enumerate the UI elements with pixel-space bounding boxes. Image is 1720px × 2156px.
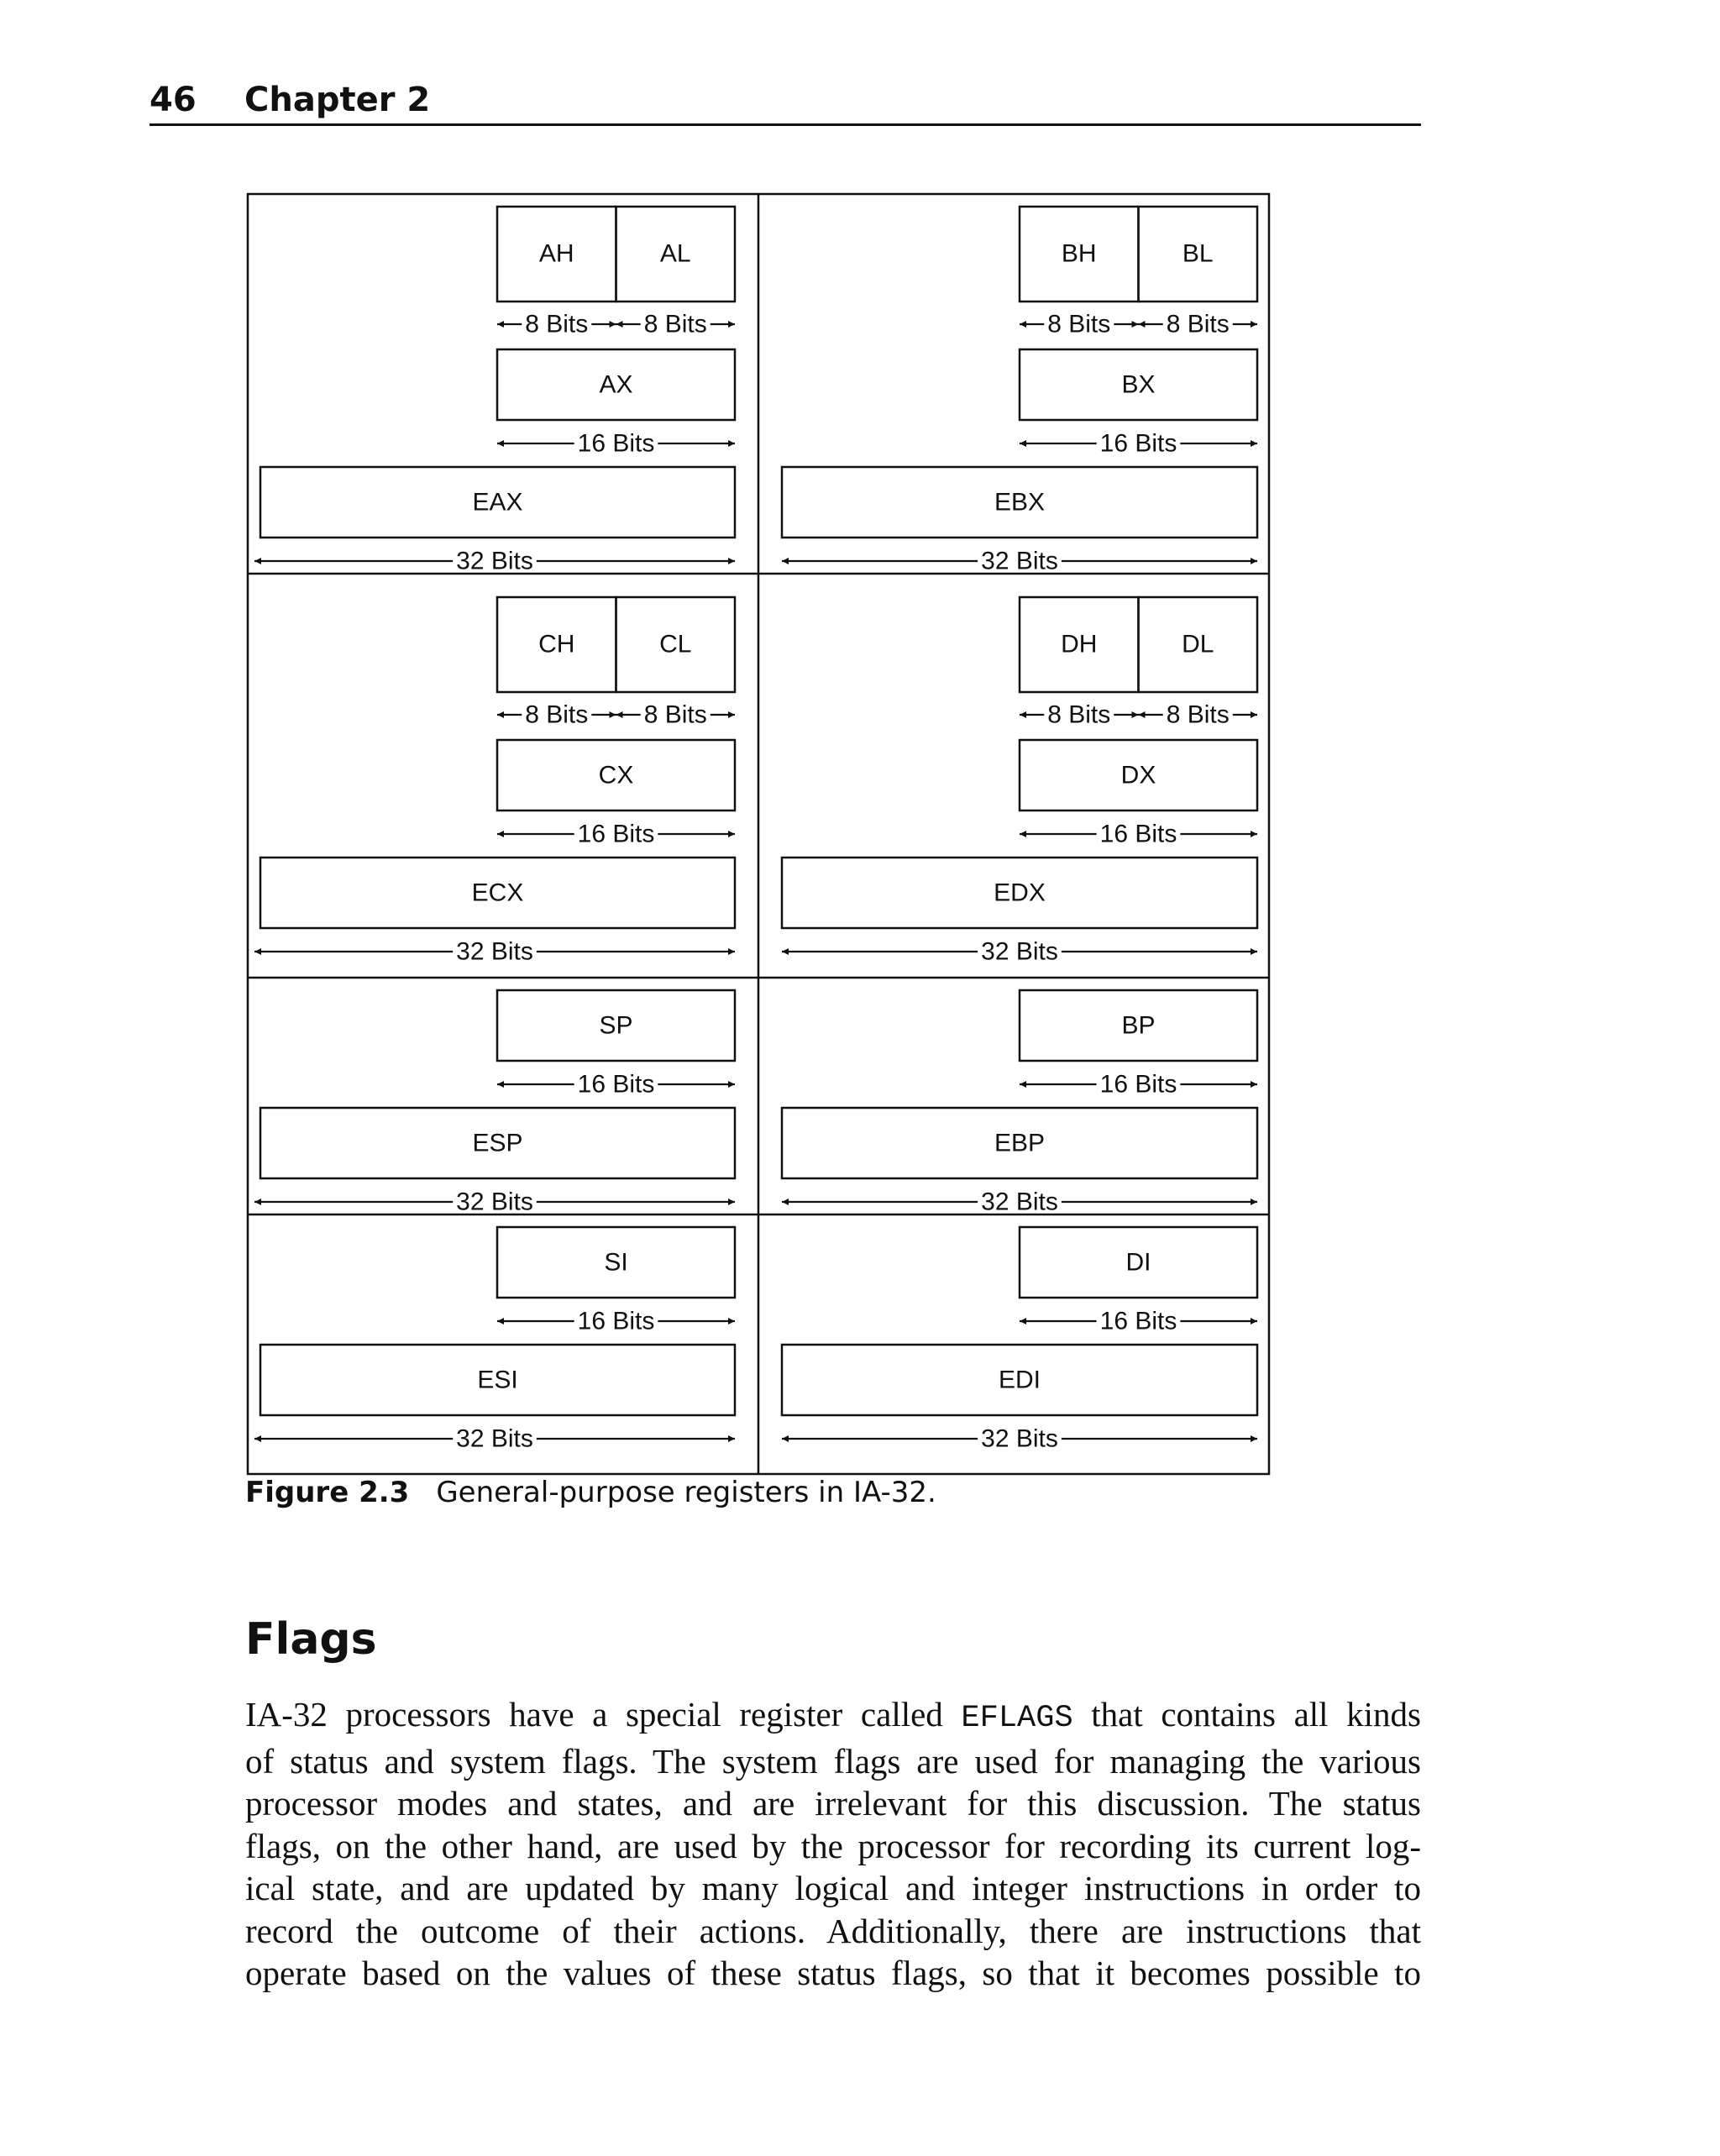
text-run: of status and system flags. The system flags are used for managing the various [245,1741,1421,1781]
register-dh-label: DH [1061,630,1098,658]
register-edx-label: EDX [994,879,1046,907]
register-cl-label: CL [659,630,692,658]
ecx-low-8bits-label: 8 Bits [643,700,707,729]
text-run: ical state, and are updated by many logical and integer instructions in order to [245,1869,1421,1907]
register-ax-label: AX [599,370,633,399]
ebx-high-8bits-label: 8 Bits [1047,310,1111,338]
edx-16bits-label: 16 Bits [1099,820,1177,848]
paragraph-line [245,1782,1421,1825]
esp-16bits-label: 16 Bits [577,1070,655,1099]
ecx-16bits-label: 16 Bits [577,820,655,848]
register-sp-label: SP [599,1011,633,1040]
figure-caption-label: Figure 2.3 [245,1476,410,1509]
text-run: operate based on the values of these status flags, so that it becomes possible to [245,1954,1421,1992]
register-ebx-label: EBX [994,488,1046,517]
ebp-32bits-label: 32 Bits [981,1188,1058,1216]
text-run: flags, on the other hand, are used by the processor for recording its current log- [245,1826,1421,1865]
text-run: record the outcome of their actions. Additionally, there are instructions that [245,1911,1421,1950]
esi-32bits-label: 32 Bits [456,1424,533,1453]
text-run: IA-32 processors have a special register called [245,1695,962,1734]
ebx-16bits-label: 16 Bits [1099,429,1177,458]
register-al-label: AL [659,239,691,268]
eax-high-8bits-label: 8 Bits [525,310,589,338]
page-number: 46 [149,81,197,119]
register-ecx-label: ECX [471,879,524,907]
register-bl-label: BL [1182,239,1214,268]
edi-32bits-label: 32 Bits [981,1424,1058,1453]
paragraph-line [245,1693,1421,1740]
register-eax-label: EAX [472,488,523,517]
eax-32bits-label: 32 Bits [456,547,533,575]
esp-32bits-label: 32 Bits [456,1188,533,1216]
esi-16bits-label: 16 Bits [577,1307,655,1335]
register-ah-label: AH [538,239,574,268]
body-paragraph [245,1693,1421,1995]
register-dx-label: DX [1120,761,1156,789]
paragraph-line [245,1740,1421,1783]
register-di-label: DI [1125,1248,1151,1277]
edx-high-8bits-label: 8 Bits [1047,700,1111,729]
register-ch-label: CH [538,630,575,658]
figure-caption [245,1476,936,1509]
edx-32bits-label: 32 Bits [981,937,1058,966]
register-si-label: SI [604,1248,628,1277]
text-run: that contains all kinds [1072,1695,1421,1734]
register-bp-label: BP [1121,1011,1156,1040]
paragraph-line [245,1910,1421,1953]
paragraph-line [245,1825,1421,1868]
ebp-16bits-label: 16 Bits [1099,1070,1177,1099]
register-esp-label: ESP [472,1129,523,1157]
edi-16bits-label: 16 Bits [1099,1307,1177,1335]
register-esi-label: ESI [477,1366,518,1394]
edx-low-8bits-label: 8 Bits [1166,700,1230,729]
section-heading: Flags [245,1614,377,1665]
register-ebp-label: EBP [994,1129,1046,1157]
paragraph-line [245,1952,1421,1995]
figure-caption-text: General-purpose registers in IA-32. [436,1476,936,1509]
paragraph-line [245,1867,1421,1910]
ebx-low-8bits-label: 8 Bits [1166,310,1230,338]
text-run: processor modes and states, and are irrelevant for this discussion. The status [245,1784,1421,1823]
register-edi-label: EDI [998,1366,1041,1394]
register-bx-label: BX [1121,370,1156,399]
inline-code: EFLAGS [961,1701,1073,1736]
ebx-32bits-label: 32 Bits [981,547,1058,575]
register-cx-label: CX [598,761,634,789]
ecx-32bits-label: 32 Bits [456,937,533,966]
register-bh-label: BH [1061,239,1097,268]
register-dl-label: DL [1182,630,1214,658]
eax-low-8bits-label: 8 Bits [643,310,707,338]
eax-16bits-label: 16 Bits [577,429,655,458]
chapter-title: Chapter 2 [244,81,431,119]
ecx-high-8bits-label: 8 Bits [525,700,589,729]
